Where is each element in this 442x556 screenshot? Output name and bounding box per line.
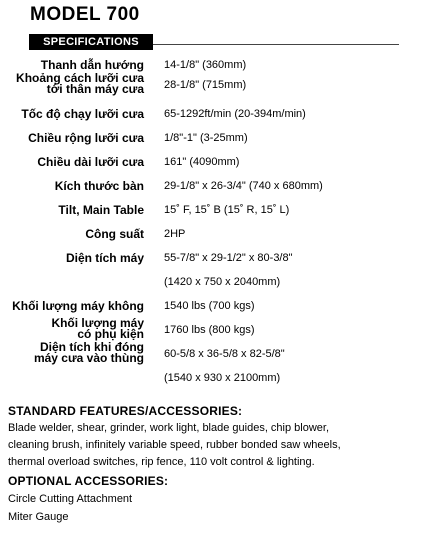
spec-value: (1540 x 930 x 2100mm) <box>164 372 281 384</box>
spec-label: Diện tích khi đóng máy cưa vào thùng <box>33 340 144 365</box>
spec-value: 1/8"-1" (3-25mm) <box>164 132 248 144</box>
spec-label: Diện tích máy <box>65 251 144 265</box>
spec-label: Khoảng cách lưỡi cưa tới thân máy cưa <box>16 71 144 96</box>
spec-value: 161" (4090mm) <box>164 156 240 168</box>
spec-value: 1760 lbs (800 kgs) <box>164 324 255 336</box>
spec-label: Tốc độ chạy lưỡi cưa <box>21 107 144 121</box>
spec-value: 15˚ F, 15˚ B (15˚ R, 15˚ L) <box>164 204 290 216</box>
spec-value: 1540 lbs (700 kgs) <box>164 300 255 312</box>
spec-value: 2HP <box>164 228 186 240</box>
optional-accessories-heading: OPTIONAL ACCESSORIES: <box>8 474 169 488</box>
spec-label: Công suất <box>85 227 144 241</box>
optional-accessory-item: Miter Gauge <box>8 511 69 523</box>
standard-features-heading: STANDARD FEATURES/ACCESSORIES: <box>8 404 243 418</box>
spec-value: 28-1/8" (715mm) <box>164 79 247 91</box>
model-title: MODEL 700 <box>30 4 140 25</box>
standard-features-line: Blade welder, shear, grinder, work light, blade guides, chip blower, <box>8 422 330 434</box>
specifications-rule <box>153 44 399 45</box>
spec-label: Khối lượng máy có phụ kiện <box>51 316 144 341</box>
spec-value: 60-5/8 x 36-5/8 x 82-5/8" <box>164 348 285 360</box>
spec-label: Tilt, Main Table <box>58 203 144 217</box>
spec-value: 65-1292ft/min (20-394m/min) <box>164 108 306 120</box>
optional-accessory-item: Circle Cutting Attachment <box>8 493 133 505</box>
spec-label: Khối lượng máy không <box>12 299 144 313</box>
spec-value: 55-7/8" x 29-1/2" x 80-3/8" <box>164 252 293 264</box>
spec-value: 14-1/8" (360mm) <box>164 59 247 71</box>
spec-value: 29-1/8" x 26-3/4" (740 x 680mm) <box>164 180 323 192</box>
spec-label: Thanh dẫn hướng <box>40 58 144 72</box>
spec-label: Chiều rộng lưỡi cưa <box>28 131 144 145</box>
spec-label: Kích thước bàn <box>54 179 144 193</box>
specifications-header: SPECIFICATIONS <box>29 34 153 50</box>
standard-features-line: thermal overload switches, rip fence, 110 volt control & lighting. <box>8 456 315 468</box>
standard-features-line: cleaning brush, infinitely variable speed, rubber bonded saw wheels, <box>8 439 341 451</box>
spec-label: Chiều dài lưỡi cưa <box>37 155 144 169</box>
spec-value: (1420 x 750 x 2040mm) <box>164 276 281 288</box>
